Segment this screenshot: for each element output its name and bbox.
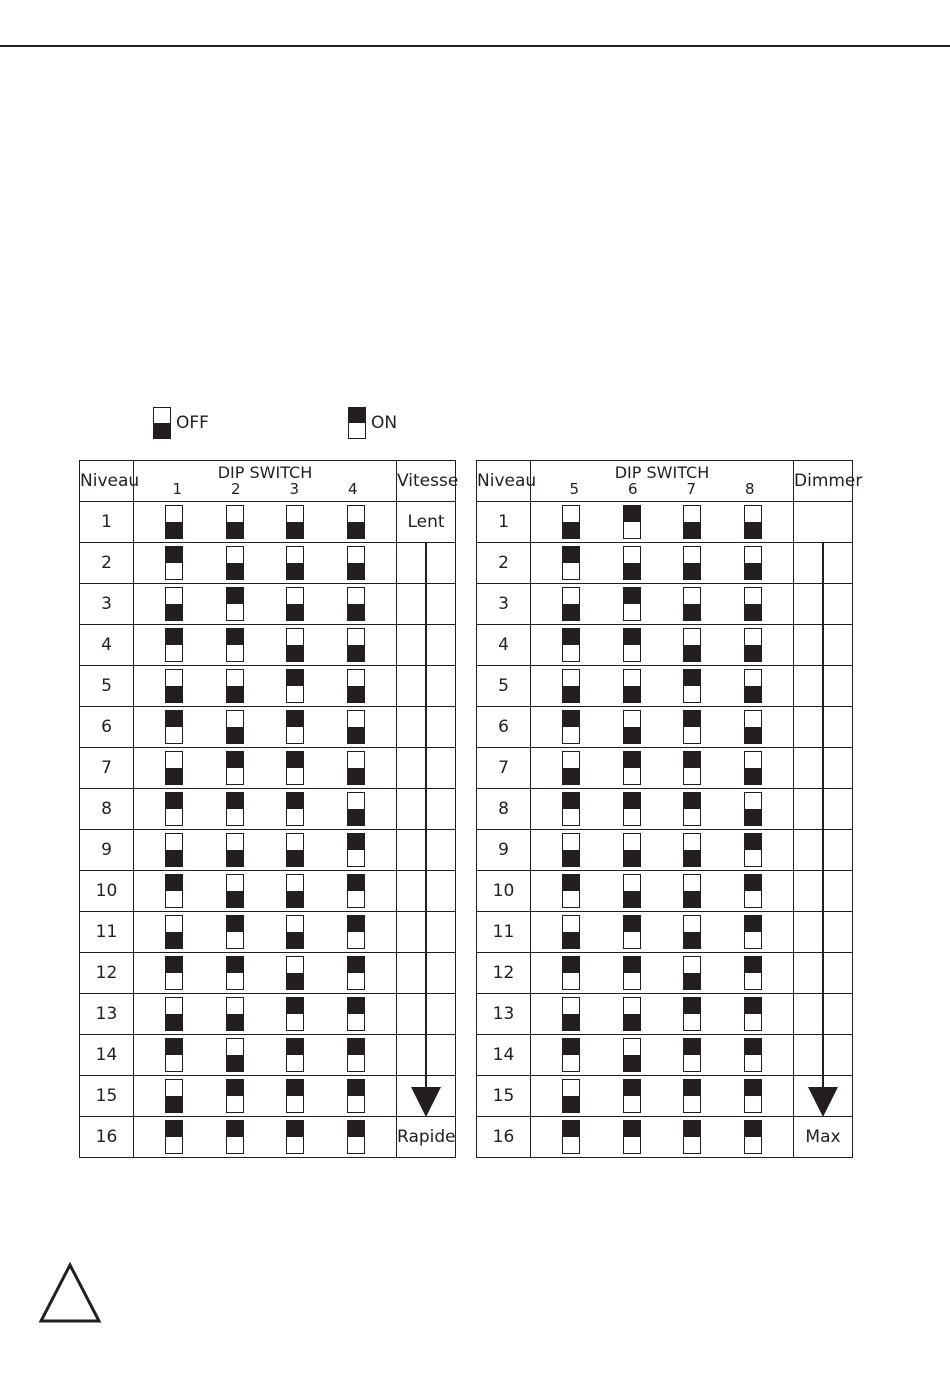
row-switches bbox=[134, 502, 397, 543]
table-row bbox=[477, 707, 853, 748]
header-level: Niveau bbox=[80, 461, 134, 502]
switch-on-icon bbox=[683, 1120, 701, 1154]
switch-on-icon bbox=[226, 628, 244, 662]
row-level: 5 bbox=[477, 666, 531, 707]
row-switches bbox=[531, 871, 794, 912]
switch-off-icon bbox=[562, 833, 580, 867]
switch-on-icon bbox=[562, 874, 580, 908]
header-dip-title: DIP SWITCH bbox=[614, 463, 710, 482]
switch-on-icon bbox=[623, 915, 641, 949]
switch-on-icon bbox=[286, 792, 304, 826]
switch-off-icon bbox=[562, 505, 580, 539]
switch-off-icon bbox=[683, 546, 701, 580]
row-switches bbox=[134, 830, 397, 871]
row-level: 16 bbox=[477, 1117, 531, 1158]
switch-on-icon bbox=[683, 1079, 701, 1113]
switch-off-icon bbox=[347, 546, 365, 580]
switch-off-icon bbox=[226, 1038, 244, 1072]
row-level: 4 bbox=[477, 625, 531, 666]
switch-on-icon bbox=[165, 628, 183, 662]
row-switches bbox=[134, 1035, 397, 1076]
row-level: 5 bbox=[80, 666, 134, 707]
switch-on-icon bbox=[347, 1079, 365, 1113]
switch-on-icon bbox=[562, 546, 580, 580]
speed-dip-table bbox=[79, 460, 459, 1158]
switch-number: 5 bbox=[569, 480, 580, 498]
switch-off-icon bbox=[683, 956, 701, 990]
switch-on-icon bbox=[347, 1038, 365, 1072]
switch-on-icon bbox=[286, 710, 304, 744]
row-switches bbox=[134, 748, 397, 789]
switch-off-icon bbox=[744, 546, 762, 580]
switch-on-icon bbox=[165, 1038, 183, 1072]
table-row bbox=[477, 994, 853, 1035]
row-level: 14 bbox=[477, 1035, 531, 1076]
row-level: 12 bbox=[477, 953, 531, 994]
switch-on-icon bbox=[562, 956, 580, 990]
arrow-down-icon bbox=[411, 1087, 441, 1117]
switch-on-icon bbox=[286, 751, 304, 785]
switch-on-icon bbox=[562, 1038, 580, 1072]
legend-off bbox=[153, 407, 209, 439]
row-switches bbox=[134, 666, 397, 707]
switch-on-icon bbox=[347, 874, 365, 908]
table-row bbox=[80, 871, 456, 912]
switch-on-icon bbox=[226, 956, 244, 990]
switch-off-icon bbox=[623, 669, 641, 703]
row-level: 9 bbox=[477, 830, 531, 871]
row-level: 10 bbox=[477, 871, 531, 912]
row-level: 13 bbox=[477, 994, 531, 1035]
switch-off-icon bbox=[744, 587, 762, 621]
row-level: 11 bbox=[80, 912, 134, 953]
switch-off-icon bbox=[623, 833, 641, 867]
switch-on-icon bbox=[623, 956, 641, 990]
end-label: Rapide bbox=[397, 1117, 456, 1158]
switch-on-icon bbox=[347, 997, 365, 1031]
switch-on-icon bbox=[562, 710, 580, 744]
row-switches bbox=[134, 707, 397, 748]
switch-off-icon bbox=[165, 997, 183, 1031]
row-switches bbox=[531, 912, 794, 953]
row-switches bbox=[134, 871, 397, 912]
progression-arrow-line bbox=[822, 543, 824, 1091]
row-level: 7 bbox=[80, 748, 134, 789]
switch-on-icon bbox=[744, 997, 762, 1031]
switch-on-icon bbox=[623, 587, 641, 621]
switch-off-icon bbox=[286, 915, 304, 949]
start-label: Lent bbox=[397, 502, 456, 543]
switch-on-icon bbox=[165, 792, 183, 826]
header-dimmer: Dimmer bbox=[794, 461, 853, 502]
switch-off-icon bbox=[226, 874, 244, 908]
switch-on-icon bbox=[683, 997, 701, 1031]
row-level: 10 bbox=[80, 871, 134, 912]
switch-off-icon bbox=[683, 628, 701, 662]
switch-off-icon bbox=[226, 669, 244, 703]
switch-off-icon bbox=[226, 546, 244, 580]
switch-off-icon bbox=[744, 505, 762, 539]
switch-on-icon bbox=[165, 956, 183, 990]
switch-off-icon bbox=[683, 915, 701, 949]
row-switches bbox=[531, 707, 794, 748]
switch-on-icon bbox=[623, 505, 641, 539]
switch-on-icon bbox=[744, 1038, 762, 1072]
switch-off-icon bbox=[744, 628, 762, 662]
table-row bbox=[477, 953, 853, 994]
table-row bbox=[477, 1076, 853, 1117]
switch-number: 6 bbox=[627, 480, 638, 498]
switch-on-icon bbox=[744, 915, 762, 949]
switch-on-icon bbox=[683, 1038, 701, 1072]
row-switches bbox=[531, 830, 794, 871]
switch-off-icon bbox=[683, 505, 701, 539]
switch-on-icon bbox=[744, 1120, 762, 1154]
switch-off-icon bbox=[286, 956, 304, 990]
table-row bbox=[80, 789, 456, 830]
row-level: 2 bbox=[80, 543, 134, 584]
row-level: 16 bbox=[80, 1117, 134, 1158]
table-row bbox=[80, 748, 456, 789]
switch-on-icon bbox=[286, 1038, 304, 1072]
top-rule bbox=[0, 45, 950, 47]
table-row bbox=[80, 1117, 456, 1158]
row-level: 7 bbox=[477, 748, 531, 789]
switch-off-icon bbox=[286, 505, 304, 539]
switch-on-icon bbox=[226, 792, 244, 826]
switch-off-icon bbox=[165, 915, 183, 949]
row-level: 8 bbox=[477, 789, 531, 830]
switch-on-icon bbox=[347, 833, 365, 867]
switch-on-icon bbox=[683, 669, 701, 703]
row-switches bbox=[531, 543, 794, 584]
switch-on-icon bbox=[562, 792, 580, 826]
legend-on-label: ON bbox=[371, 413, 398, 433]
switch-on-icon bbox=[683, 751, 701, 785]
switch-off-icon bbox=[286, 546, 304, 580]
row-switches bbox=[134, 953, 397, 994]
table-row bbox=[477, 584, 853, 625]
row-switches bbox=[134, 625, 397, 666]
switch-off-icon bbox=[165, 751, 183, 785]
switch-on-icon bbox=[226, 587, 244, 621]
switch-on-icon bbox=[683, 710, 701, 744]
switch-off-icon bbox=[744, 710, 762, 744]
row-level: 8 bbox=[80, 789, 134, 830]
table-row bbox=[477, 912, 853, 953]
row-level: 6 bbox=[477, 707, 531, 748]
legend-on bbox=[348, 407, 397, 439]
table-row bbox=[80, 912, 456, 953]
switch-off-icon bbox=[744, 669, 762, 703]
switch-off-icon bbox=[623, 997, 641, 1031]
switch-number: 3 bbox=[289, 480, 300, 498]
switch-on-icon bbox=[286, 669, 304, 703]
row-level: 15 bbox=[80, 1076, 134, 1117]
switch-on-icon bbox=[226, 1079, 244, 1113]
switch-off-icon bbox=[165, 833, 183, 867]
switch-off-icon bbox=[623, 546, 641, 580]
switch-on-icon bbox=[623, 1079, 641, 1113]
switch-number: 1 bbox=[172, 480, 183, 498]
row-level: 6 bbox=[80, 707, 134, 748]
table-row bbox=[80, 502, 456, 543]
row-level: 11 bbox=[477, 912, 531, 953]
switch-on-icon bbox=[347, 1120, 365, 1154]
switch-on-icon bbox=[623, 751, 641, 785]
row-level: 1 bbox=[80, 502, 134, 543]
switch-on-icon bbox=[226, 751, 244, 785]
table-row bbox=[80, 994, 456, 1035]
row-switches bbox=[531, 1035, 794, 1076]
switch-on-icon bbox=[165, 874, 183, 908]
start-label bbox=[794, 502, 853, 543]
switch-off-icon bbox=[623, 710, 641, 744]
switch-off-icon bbox=[286, 587, 304, 621]
table-row bbox=[477, 543, 853, 584]
switch-on-icon bbox=[347, 915, 365, 949]
row-switches bbox=[531, 994, 794, 1035]
switch-on-icon bbox=[165, 546, 183, 580]
row-level: 14 bbox=[80, 1035, 134, 1076]
header-switch-numbers bbox=[134, 481, 396, 497]
switch-off-icon bbox=[347, 505, 365, 539]
switch-off-icon bbox=[286, 833, 304, 867]
row-switches bbox=[134, 543, 397, 584]
table-row bbox=[80, 1076, 456, 1117]
switch-off-icon bbox=[562, 669, 580, 703]
switch-off-icon bbox=[226, 710, 244, 744]
switch-on-icon bbox=[347, 956, 365, 990]
table-row bbox=[477, 502, 853, 543]
switch-off-icon bbox=[347, 710, 365, 744]
switch-off-icon bbox=[347, 792, 365, 826]
switch-off-icon bbox=[623, 874, 641, 908]
row-switches bbox=[531, 584, 794, 625]
row-switches bbox=[531, 502, 794, 543]
switch-off-icon bbox=[683, 874, 701, 908]
switch-on-icon bbox=[744, 1079, 762, 1113]
row-switches bbox=[531, 666, 794, 707]
switch-on-icon bbox=[623, 1120, 641, 1154]
switch-off-icon bbox=[562, 587, 580, 621]
switch-on-icon bbox=[165, 710, 183, 744]
row-level: 2 bbox=[477, 543, 531, 584]
switch-number: 8 bbox=[744, 480, 755, 498]
table-row bbox=[80, 666, 456, 707]
row-level: 4 bbox=[80, 625, 134, 666]
switch-on-icon bbox=[744, 956, 762, 990]
table-row bbox=[80, 543, 456, 584]
dimmer-dip-table bbox=[476, 460, 863, 1158]
switch-off-icon bbox=[347, 751, 365, 785]
row-switches bbox=[134, 912, 397, 953]
switch-off-icon bbox=[623, 1038, 641, 1072]
switch-on-icon bbox=[623, 792, 641, 826]
table-row bbox=[477, 1117, 853, 1158]
switch-off-icon bbox=[744, 751, 762, 785]
switch-off-icon bbox=[562, 997, 580, 1031]
switch-on-icon bbox=[226, 1120, 244, 1154]
row-switches bbox=[134, 1076, 397, 1117]
table-row bbox=[477, 625, 853, 666]
row-switches bbox=[531, 1117, 794, 1158]
header-speed: Vitesse bbox=[397, 461, 456, 502]
end-label: Max bbox=[794, 1117, 853, 1158]
legend-off-label: OFF bbox=[176, 413, 209, 433]
header-dip-switch bbox=[134, 461, 397, 502]
switch-on-icon bbox=[683, 792, 701, 826]
switch-off-icon bbox=[226, 997, 244, 1031]
row-switches bbox=[531, 953, 794, 994]
row-switches bbox=[531, 789, 794, 830]
switch-on-icon bbox=[744, 874, 762, 908]
switch-off-icon bbox=[165, 669, 183, 703]
warning-triangle-icon bbox=[38, 1262, 102, 1324]
switch-on-icon bbox=[286, 1079, 304, 1113]
switch-on-icon bbox=[286, 997, 304, 1031]
switch-off-icon bbox=[286, 874, 304, 908]
switch-off-icon bbox=[683, 587, 701, 621]
row-switches bbox=[531, 625, 794, 666]
switch-off-icon bbox=[562, 751, 580, 785]
switch-off-icon bbox=[347, 628, 365, 662]
header-level: Niveau bbox=[477, 461, 531, 502]
switch-number: 7 bbox=[686, 480, 697, 498]
switch-off-icon bbox=[165, 505, 183, 539]
switch-off-icon bbox=[347, 669, 365, 703]
table-row bbox=[477, 789, 853, 830]
progression-arrow-line bbox=[425, 543, 427, 1091]
switch-number: 2 bbox=[230, 480, 241, 498]
switch-off-icon bbox=[744, 792, 762, 826]
switch-on-icon bbox=[226, 915, 244, 949]
switch-off-icon bbox=[153, 407, 171, 439]
table-row bbox=[477, 1035, 853, 1076]
header-switch-numbers bbox=[531, 481, 793, 497]
switch-off-icon bbox=[562, 1079, 580, 1113]
table-row bbox=[80, 1035, 456, 1076]
row-switches bbox=[134, 584, 397, 625]
header-dip-switch bbox=[531, 461, 794, 502]
switch-on-icon bbox=[623, 628, 641, 662]
switch-off-icon bbox=[226, 505, 244, 539]
row-switches bbox=[531, 1076, 794, 1117]
switch-on-icon bbox=[286, 1120, 304, 1154]
switch-off-icon bbox=[562, 915, 580, 949]
row-level: 13 bbox=[80, 994, 134, 1035]
switch-off-icon bbox=[226, 833, 244, 867]
row-level: 3 bbox=[477, 584, 531, 625]
header-dip-title: DIP SWITCH bbox=[217, 463, 313, 482]
row-switches bbox=[134, 994, 397, 1035]
switch-on-icon bbox=[348, 407, 366, 439]
table-row bbox=[477, 830, 853, 871]
table-row bbox=[80, 830, 456, 871]
switch-off-icon bbox=[165, 1079, 183, 1113]
switch-on-icon bbox=[562, 628, 580, 662]
switch-on-icon bbox=[744, 833, 762, 867]
row-level: 1 bbox=[477, 502, 531, 543]
row-switches bbox=[531, 748, 794, 789]
switch-off-icon bbox=[683, 833, 701, 867]
table-row bbox=[80, 625, 456, 666]
table-row bbox=[80, 584, 456, 625]
row-level: 15 bbox=[477, 1076, 531, 1117]
table-row bbox=[477, 748, 853, 789]
row-switches bbox=[134, 789, 397, 830]
arrow-down-icon bbox=[808, 1087, 838, 1117]
switch-off-icon bbox=[286, 628, 304, 662]
table-row bbox=[80, 953, 456, 994]
table-row bbox=[80, 707, 456, 748]
switch-off-icon bbox=[347, 587, 365, 621]
switch-off-icon bbox=[165, 587, 183, 621]
row-level: 3 bbox=[80, 584, 134, 625]
table-row bbox=[477, 871, 853, 912]
row-switches bbox=[134, 1117, 397, 1158]
row-level: 9 bbox=[80, 830, 134, 871]
row-level: 12 bbox=[80, 953, 134, 994]
switch-on-icon bbox=[562, 1120, 580, 1154]
table-row bbox=[477, 666, 853, 707]
switch-on-icon bbox=[165, 1120, 183, 1154]
switch-number: 4 bbox=[347, 480, 358, 498]
